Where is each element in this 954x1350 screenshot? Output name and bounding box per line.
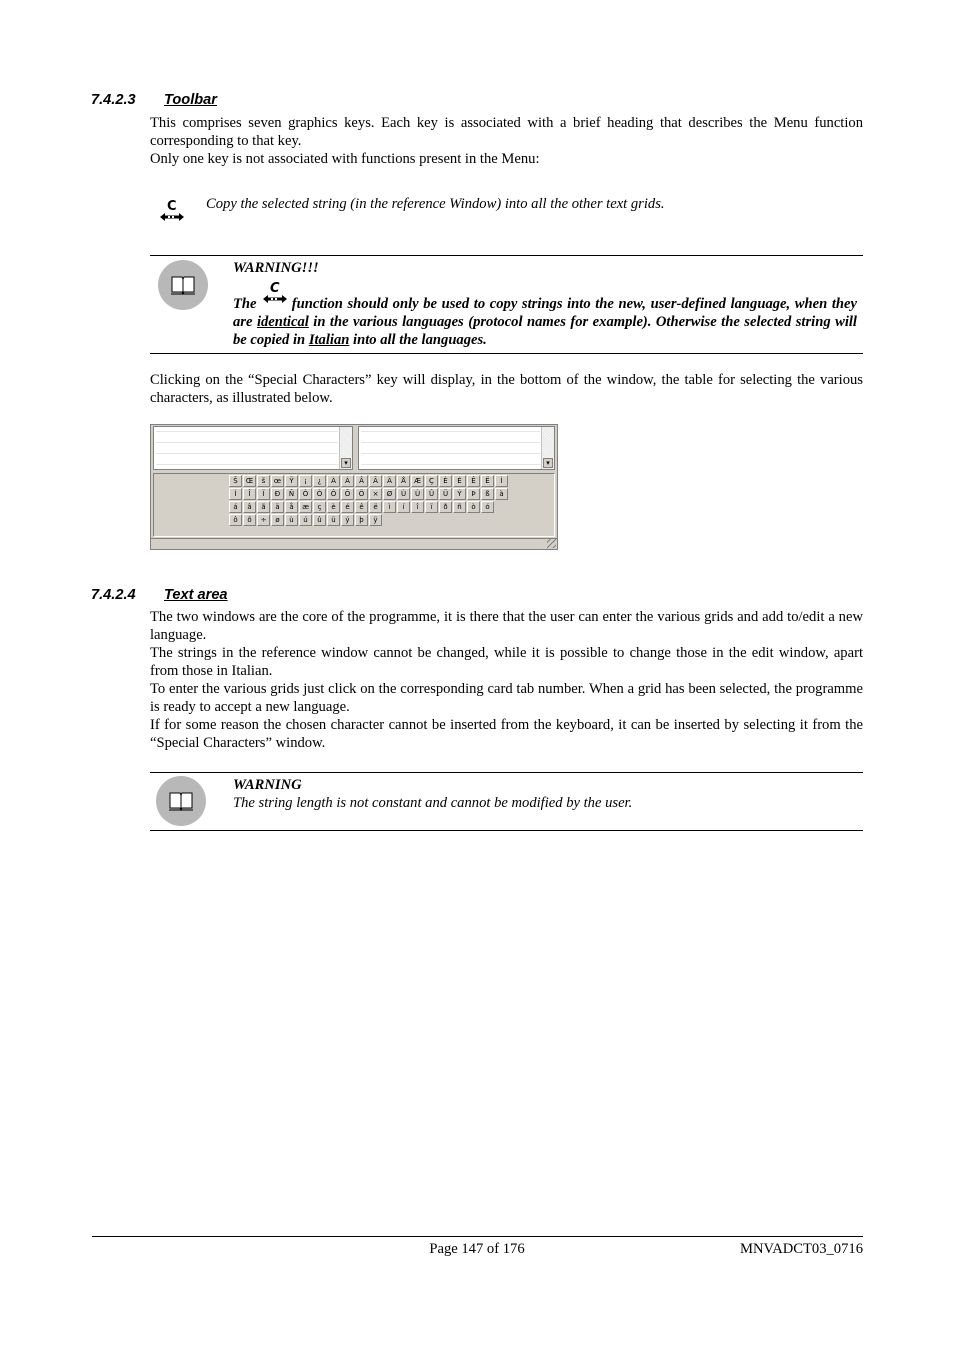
character-key[interactable]: Ï [257,488,270,500]
character-key[interactable]: Ç [425,475,438,487]
character-key[interactable]: ¿ [313,475,326,487]
character-key[interactable]: ì [383,501,396,513]
character-key[interactable]: ô [229,514,242,526]
character-key[interactable]: × [369,488,382,500]
reference-window [153,426,353,470]
paragraph: The two windows are the core of the programme, it is there that the user can enter the various grids and add to/edit a new language. [150,609,863,643]
character-key[interactable]: Ì [495,475,508,487]
text-area-description [150,608,863,752]
paragraph: The strings in the reference window cannot be changed, while it is possible to change those in the edit window, apart from those in Italian. [150,645,863,679]
character-key[interactable]: É [453,475,466,487]
character-key[interactable]: é [341,501,354,513]
character-key[interactable]: Œ [243,475,256,487]
character-row [229,501,509,514]
character-key[interactable]: Ÿ [285,475,298,487]
character-key[interactable]: Ü [439,488,452,500]
book-icon [158,260,208,310]
character-key[interactable]: ð [439,501,452,513]
warning-text: The [233,296,257,312]
section-title: Text area [164,587,228,603]
character-key[interactable]: Ë [481,475,494,487]
character-key[interactable]: þ [355,514,368,526]
character-key[interactable]: Ó [313,488,326,500]
character-key[interactable]: á [229,501,242,513]
copy-icon-letter: C [270,281,280,296]
status-bar [151,538,557,549]
divider [150,772,863,773]
character-key[interactable]: ÿ [369,514,382,526]
scroll-down-button[interactable]: ▾ [543,458,553,468]
character-key[interactable]: À [327,475,340,487]
character-key[interactable]: ý [341,514,354,526]
section-heading-text-area [91,586,228,604]
character-key[interactable]: ò [467,501,480,513]
character-key[interactable]: Ê [467,475,480,487]
character-key[interactable]: Þ [467,488,480,500]
warning-text: into all the languages. [353,332,487,348]
character-key[interactable]: ú [299,514,312,526]
character-key[interactable]: Ä [383,475,396,487]
character-key[interactable]: æ [299,501,312,513]
warning-block [233,776,857,812]
section-number: 7.4.2.4 [91,587,136,603]
character-key[interactable]: Ã [369,475,382,487]
warning-title: WARNING [233,777,302,793]
scroll-down-button[interactable]: ▾ [341,458,351,468]
character-key[interactable]: à [495,488,508,500]
character-key[interactable]: Ð [271,488,284,500]
character-key[interactable]: Ù [397,488,410,500]
footer-divider [92,1236,863,1237]
character-key[interactable]: â [243,501,256,513]
copy-key-description: Copy the selected string (in the reference Window) into all the other text grids. [206,196,665,212]
warning-title: WARNING!!! [233,260,319,276]
character-key[interactable]: Ñ [285,488,298,500]
character-key[interactable]: û [313,514,326,526]
page-number: Page 147 of 176 [429,1241,525,1257]
toolbar-description [150,114,863,168]
warning-body [233,281,857,349]
character-key[interactable]: Â [355,475,368,487]
character-key[interactable]: Š [229,475,242,487]
copy-icon-letter: C [167,199,177,214]
character-key[interactable]: ã [257,501,270,513]
character-key[interactable]: ÷ [257,514,270,526]
warning-text: function should only be used to copy strings into the new, user-defined language, when they are [233,296,857,330]
character-row [229,475,509,488]
character-key[interactable]: Í [229,488,242,500]
character-key[interactable]: Ø [383,488,396,500]
character-key[interactable]: í [397,501,410,513]
section-heading-toolbar [91,91,217,109]
warning-text: in the various languages (protocol names for example). Otherwise the selected string will be copied in [233,314,857,348]
copy-string-icon [261,281,287,308]
character-key[interactable]: ë [369,501,382,513]
character-key[interactable]: œ [271,475,284,487]
character-key[interactable]: Ú [411,488,424,500]
edit-window [358,426,555,470]
character-key[interactable]: ó [481,501,494,513]
character-key[interactable]: î [411,501,424,513]
character-key[interactable]: õ [243,514,256,526]
character-key[interactable]: Á [341,475,354,487]
character-row [229,488,509,501]
character-key[interactable]: ¡ [299,475,312,487]
special-characters-panel [153,473,555,537]
section-number: 7.4.2.3 [91,92,136,108]
character-key[interactable]: š [257,475,270,487]
paragraph: To enter the various grids just click on the corresponding card tab number. When a grid has been selected, the programme is ready to accept a new language. [150,681,863,715]
paragraph: This comprises seven graphics keys. Each key is associated with a brief heading that describes the Menu function corresponding to that key. [150,115,863,149]
character-key[interactable]: Ô [327,488,340,500]
character-key[interactable]: ç [313,501,326,513]
divider [150,353,863,354]
special-chars-intro: Clicking on the “Special Characters” key will display, in the bottom of the window, the table for selecting the various characters, as illustrated below. [150,372,863,406]
character-key[interactable]: Î [243,488,256,500]
copy-string-icon [158,197,186,225]
character-key[interactable]: Ý [453,488,466,500]
character-key[interactable]: È [439,475,452,487]
character-key[interactable]: ñ [453,501,466,513]
warning-emphasis: identical [256,314,309,330]
character-key[interactable]: è [327,501,340,513]
divider [150,255,863,256]
divider [150,830,863,831]
special-characters-screenshot [150,424,558,550]
document-code: MNVADCT03_0716 [740,1241,863,1257]
character-key[interactable]: Ö [355,488,368,500]
book-icon [156,776,206,826]
character-key[interactable]: ù [285,514,298,526]
paragraph: If for some reason the chosen character cannot be inserted from the keyboard, it can be inserted by selecting it from the “Special Characters” window. [150,717,863,751]
character-row [229,514,509,527]
character-key[interactable]: ê [355,501,368,513]
character-key[interactable]: å [285,501,298,513]
character-key[interactable]: Ò [299,488,312,500]
resize-grip-icon[interactable] [547,539,556,548]
warning-text: The string length is not constant and cannot be modified by the user. [233,795,633,811]
warning-block [233,259,857,349]
warning-emphasis: Italian [308,332,350,348]
character-key[interactable]: ß [481,488,494,500]
character-key[interactable]: Å [397,475,410,487]
character-key[interactable]: ï [425,501,438,513]
character-key[interactable]: ø [271,514,284,526]
paragraph: Only one key is not associated with functions present in the Menu: [150,151,540,167]
character-key[interactable]: ä [271,501,284,513]
character-key[interactable]: Æ [411,475,424,487]
character-key[interactable]: Õ [341,488,354,500]
section-title: Toolbar [164,92,217,108]
character-key[interactable]: Û [425,488,438,500]
character-key[interactable]: ü [327,514,340,526]
character-grid [229,475,509,527]
